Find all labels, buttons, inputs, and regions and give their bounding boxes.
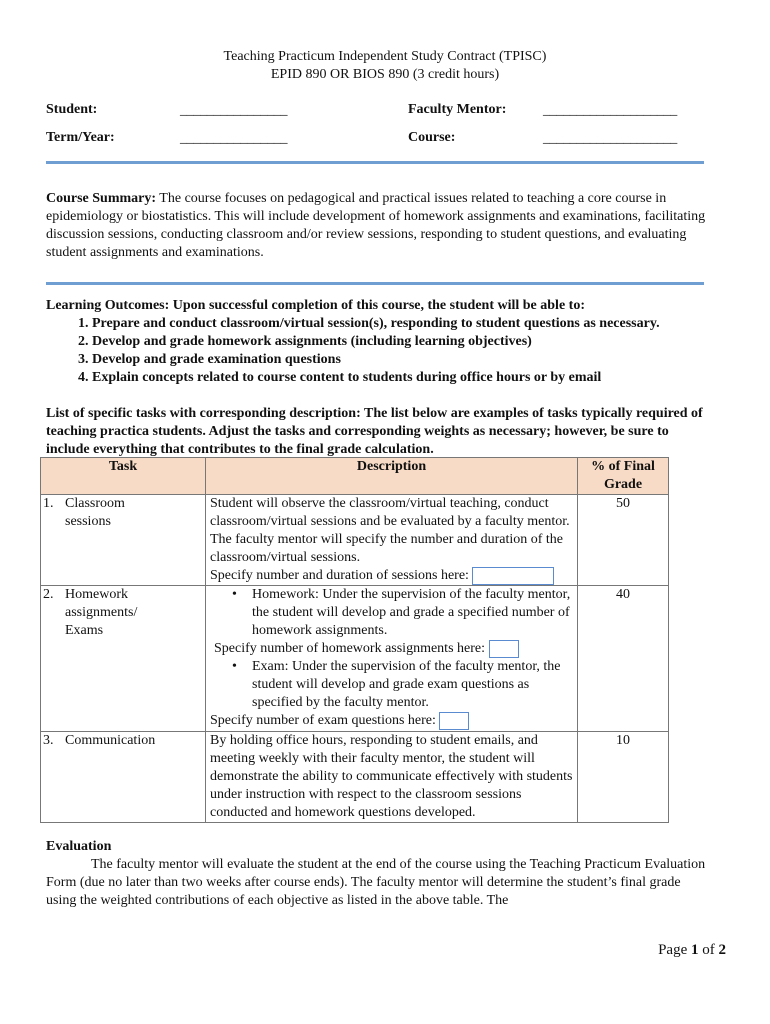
divider-top xyxy=(46,161,704,164)
evaluation-text: The faculty mentor will evaluate the student at the end of the course using the Teaching Practicum Evaluation Form (due no later than two weeks after course ends). The faculty mentor will determine the student’s final grade using the weighted contributions of each objective as listed in the above table. The xyxy=(46,857,706,908)
current-page: 1 xyxy=(691,942,699,958)
specify-label: Specify number of homework assignments here: xyxy=(214,641,485,657)
header-task: Task xyxy=(41,458,206,495)
outcome-item: 2. Develop and grade homework assignments (including learning objectives) xyxy=(92,333,726,351)
task-description: By holding office hours, responding to student emails, and meeting weekly with their faculty mentor, the student will demonstrate the ability to communicate effectively with students under instruction with respect to the classroom sessions conducted and homework questions developed. xyxy=(210,732,573,820)
evaluation-heading: Evaluation xyxy=(46,839,112,854)
description-cell xyxy=(206,731,578,822)
exam-input-box[interactable] xyxy=(439,712,469,730)
specify-line xyxy=(210,567,573,585)
course-label: Course: xyxy=(408,130,456,145)
outcome-item: 1. Prepare and conduct classroom/virtual session(s), responding to student questions as necessary. xyxy=(92,315,726,333)
task-number: 2. xyxy=(43,587,54,603)
document-title: Teaching Practicum Independent Study Contract (TPISC) xyxy=(223,49,547,64)
student-label: Student: xyxy=(46,102,98,117)
sessions-input-box[interactable] xyxy=(472,567,554,585)
document-subtitle: EPID 890 OR BIOS 890 (3 credit hours) xyxy=(270,67,500,82)
table-row xyxy=(41,495,669,586)
term-year-label: Term/Year: xyxy=(46,130,115,145)
table-row xyxy=(41,731,669,822)
task-description: Student will observe the classroom/virtual teaching, conduct classroom/virtual sessions and be evaluated by a faculty mentor. The faculty mentor will specify the number and duration of the classroom/virtual sessions. xyxy=(210,496,570,565)
course-summary xyxy=(46,190,726,262)
specify-line xyxy=(210,712,573,730)
specify-line xyxy=(210,640,573,658)
tasks-intro: List of specific tasks with corresponding description: The list below are examples of tasks typically required of teaching practica students. Adjust the tasks and corresponding weights as necessary; however, be sure to include everything that contributes to the final grade calculation. xyxy=(46,406,703,457)
description-cell xyxy=(206,586,578,731)
course-field[interactable]: ____________________ xyxy=(543,131,678,146)
exam-bullet-list xyxy=(210,658,573,712)
divider-middle xyxy=(46,282,704,285)
description-cell xyxy=(206,495,578,586)
task-name: Classroom sessions xyxy=(65,496,125,529)
faculty-mentor-field[interactable]: ____________________ xyxy=(543,103,678,118)
header-description: Description xyxy=(206,458,578,495)
exam-bullet: • Exam: Under the supervision of the faculty mentor, the student will develop and grade exam questions as specified by the faculty mentor. xyxy=(252,658,573,712)
term-year-field[interactable]: ________________ xyxy=(180,131,288,146)
task-cell xyxy=(41,731,206,822)
page-of: of xyxy=(702,942,715,958)
faculty-mentor-label: Faculty Mentor: xyxy=(408,102,507,117)
homework-input-box[interactable] xyxy=(489,640,519,658)
header-grade: % of Final Grade xyxy=(578,458,669,495)
total-pages: 2 xyxy=(718,942,726,958)
task-number: 1. xyxy=(43,496,54,511)
page-number xyxy=(580,942,726,959)
course-summary-text: The course focuses on pedagogical and practical issues related to teaching a core course in epidemiology or biostatistics. This will include development of homework assignments and examinations, facilitating discussion sessions, conducting classroom and/or review sessions, responding to student questions, and evaluating student assignments and examinations. xyxy=(46,191,706,260)
task-name: Communication xyxy=(65,732,156,748)
specify-label: Specify number of exam questions here: xyxy=(210,713,436,729)
table-row xyxy=(41,586,669,731)
specify-label: Specify number and duration of sessions here: xyxy=(210,568,469,584)
grade-cell: 50 xyxy=(578,495,669,586)
homework-bullet: • Homework: Under the supervision of the faculty mentor, the student will develop and grade a specified number of homework assignments. xyxy=(252,586,573,640)
student-field[interactable]: ________________ xyxy=(180,103,288,118)
page-label: Page xyxy=(658,942,688,958)
table-header-row xyxy=(41,458,669,495)
tasks-table xyxy=(40,457,669,823)
course-summary-label: Course Summary: xyxy=(46,191,157,206)
homework-bullet-list xyxy=(210,586,573,640)
learning-outcomes-heading: Learning Outcomes: Upon successful completion of this course, the student will be able to: xyxy=(46,298,585,313)
task-cell xyxy=(41,586,206,731)
outcome-item: 4. Explain concepts related to course content to students during office hours or by email xyxy=(92,369,726,387)
learning-outcomes-list xyxy=(46,315,726,387)
task-name: Homework assignments/ Exams xyxy=(65,587,138,639)
task-number: 3. xyxy=(43,732,54,748)
learning-outcomes xyxy=(46,297,726,387)
outcome-item: 3. Develop and grade examination questions xyxy=(92,351,726,369)
task-cell xyxy=(41,495,206,586)
grade-cell: 10 xyxy=(578,731,669,822)
grade-cell: 40 xyxy=(578,586,669,731)
